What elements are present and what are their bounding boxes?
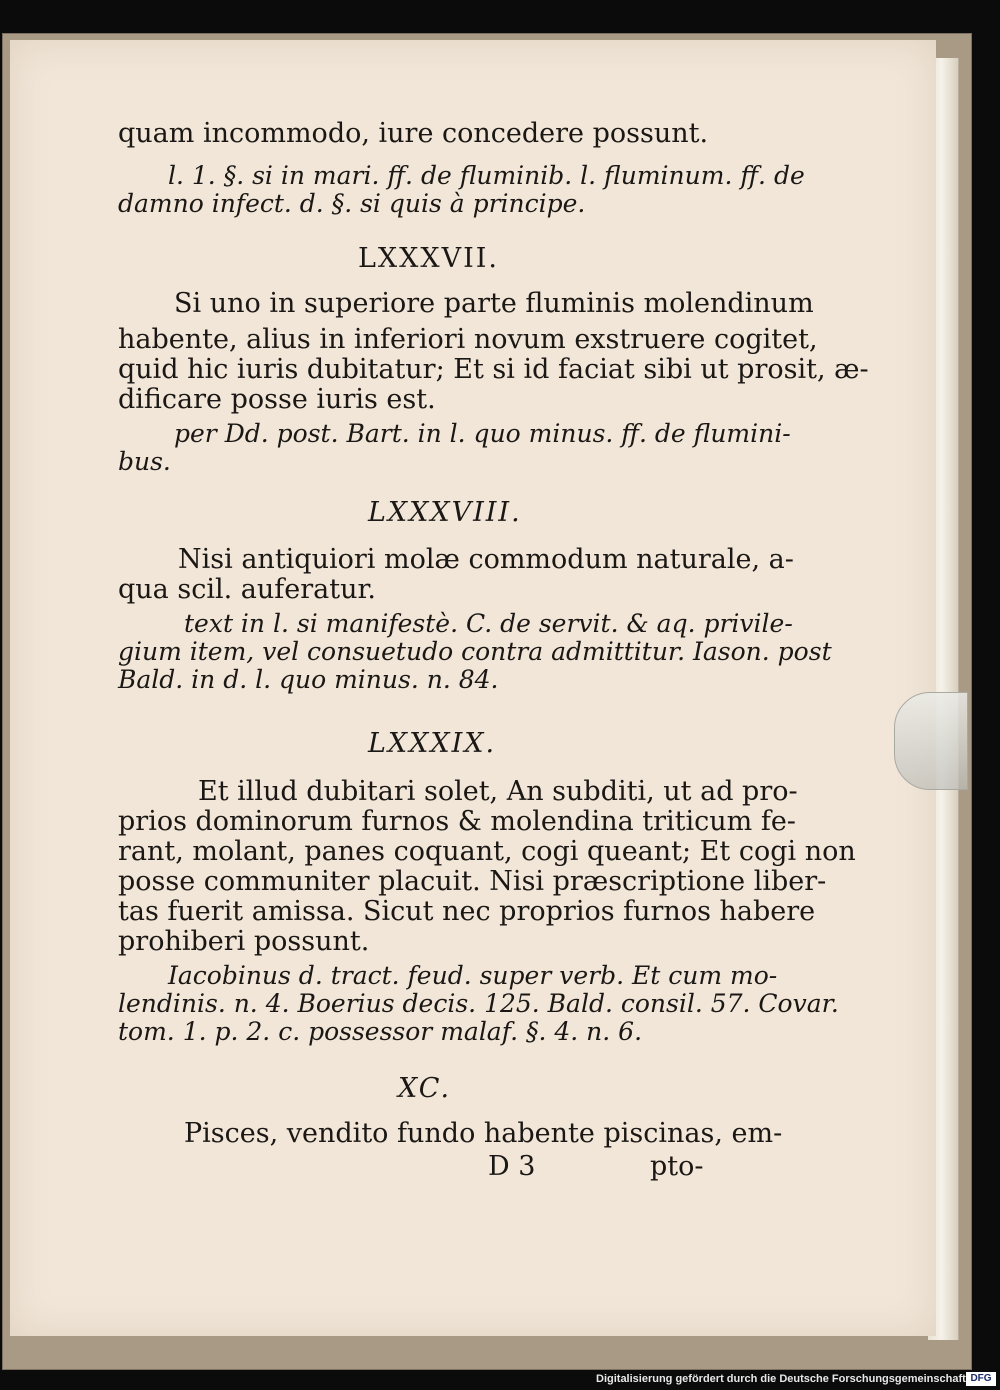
text-line: qua scil. auferatur. (118, 574, 376, 605)
section-heading: LXXXVIII. (368, 497, 522, 528)
signature-mark: D 3 (488, 1151, 536, 1182)
text-line: Pisces, vendito fundo habente piscinas, em- (184, 1118, 783, 1149)
section-heading: LXXXVII. (358, 243, 500, 274)
text-line: Si uno in superiore parte fluminis molendinum (174, 288, 814, 319)
text-line: Et illud dubitari solet, An subditi, ut ad pro- (198, 776, 798, 807)
text-line: Nisi antiquiori molæ commodum naturale, a- (178, 544, 794, 575)
citation-line: text in l. si manifestè. C. de servit. & aq. privile- (184, 609, 793, 638)
text-line: quid hic iuris dubitatur; Et si id faciat sibi ut prosit, æ- (118, 354, 869, 385)
text-line: habente, alius in inferiori novum exstruere cogitet, (118, 324, 818, 355)
text-line: prohiberi possunt. (118, 926, 370, 957)
digitization-credit: Digitalisierung gefördert durch die Deutsche Forschungsgemeinschaft (596, 1373, 966, 1385)
citation-line: Iacobinus d. tract. feud. super verb. Et cum mo- (168, 961, 778, 990)
section-heading: XC. (398, 1073, 452, 1104)
catchword: pto- (650, 1151, 704, 1182)
citation-line: Bald. in d. l. quo minus. n. 84. (118, 665, 499, 694)
text-line: prios dominorum furnos & molendina triticum fe- (118, 806, 796, 837)
text-line: quam incommodo, iure concedere possunt. (118, 118, 709, 149)
text-line: dificare posse iuris est. (118, 384, 436, 415)
citation-line: tom. 1. p. 2. c. possessor malaf. §. 4. n. 6. (118, 1017, 643, 1046)
citation-line: bus. (118, 447, 171, 476)
citation-line: lendinis. n. 4. Boerius decis. 125. Bald. consil. 57. Covar. (118, 989, 839, 1018)
page-clip (894, 692, 968, 790)
citation-line: gium item, vel consuetudo contra admittitur. Iason. post (118, 637, 832, 666)
text-line: rant, molant, panes coquant, cogi queant; Et cogi non (118, 836, 856, 867)
section-heading: LXXXIX. (368, 728, 497, 759)
dfg-logo-badge: DFG (966, 1372, 996, 1386)
text-line: tas fuerit amissa. Sicut nec proprios furnos habere (118, 896, 816, 927)
citation-line: damno infect. d. §. si quis à principe. (118, 189, 586, 218)
citation-line: per Dd. post. Bart. in l. quo minus. ff. de flumini- (174, 419, 791, 448)
citation-line: l. 1. §. si in mari. ff. de fluminib. l. fluminum. ff. de (168, 161, 805, 190)
text-line: posse communiter placuit. Nisi præscriptione liber- (118, 866, 827, 897)
